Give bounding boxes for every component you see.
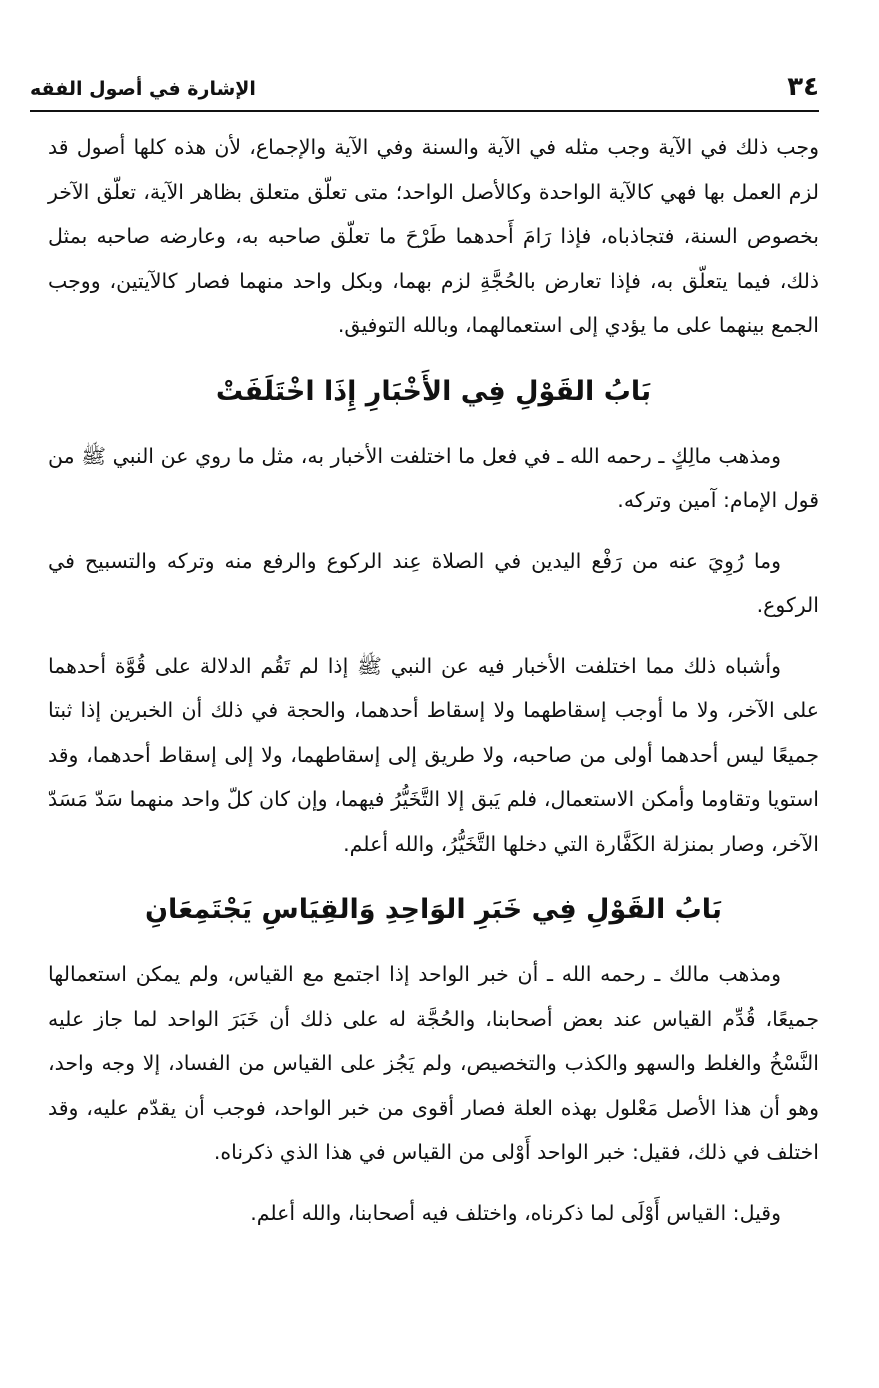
section-heading-1: بَابُ القَوْلِ فِي الأَخْبَارِ إِذَا اخْتَلَفَتْ <box>215 375 652 407</box>
paragraph-1: وجب ذلك في الآية وجب مثله في الآية والسنة وفي الآية والإجماع، لأن هذه كلها أصول قد لزم العمل بها فهي كالآية الواحدة وكالأصل الواحد؛ متى تعلّق متعلق بظاهر الآية، تعلّق الآخر بخصوص السنة، فتجاذباه، فإذا رَامَ أَحدهما طَرْحَ ما تعلّق صاحبه به، وعارضه صاحبه بمثل ذلك، فيما يتعلّق به، فإذا تعارض بالحُجَّةِ لزم بهما، وبكل واحد منهما فصار كالآيتين، ووجب الجمع بينهما على ما يؤدي إلى استعمالهما، وبالله التوفيق. <box>48 135 819 337</box>
paragraph-gap <box>48 628 819 644</box>
page-header <box>30 70 819 112</box>
page-body <box>48 125 819 1235</box>
paragraph-6: وقيل: القياس أَوْلَى لما ذكرناه، واختلف فيه أصحابنا، والله أعلم. <box>250 1200 781 1225</box>
paragraph-5: ومذهب مالك ـ رحمه الله ـ أن خبر الواحد إذا اجتمع مع القياس، ولم يمكن استعمالها جميعًا، قُدِّم القياس عند بعض أصحابنا، والحُجَّة له على ذلك أن خَبَرَ الواحد لما جاز عليه النَّسْخُ والغلط والسهو والكذب والتخصيص، ولم يَجُز على القياس من الفساد، إلا وجه واحد، وهو أن هذا الأصل مَعْلول بهذه العلة فصار أقوى من خبر الواحد، فوجب أن يقدّم عليه، وقد اختلف في ذلك، فقيل: خبر الواحد أَوْلى من القياس في هذا الذي ذكرناه. <box>48 962 819 1164</box>
paragraph-2: ومذهب مالِكٍ ـ رحمه الله ـ في فعل ما اختلفت الأخبار به، مثل ما روي عن النبي ﷺ من قول الإمام: آمين وتركه. <box>48 443 819 512</box>
paragraph-3: وما رُوِيَ عنه من رَفْع اليدين في الصلاة عِند الركوع والرفع منه وتركه والتسبيح في الركوع. <box>48 548 819 617</box>
paragraph-gap <box>48 523 819 539</box>
running-title: الإشارة في أصول الفقه <box>30 78 256 100</box>
paragraph-gap <box>48 1175 819 1191</box>
section-heading-2: بَابُ القَوْلِ فِي خَبَرِ الوَاحِدِ وَالقِيَاسِ يَجْتَمِعَانِ <box>144 894 723 925</box>
paragraph-4: وأشباه ذلك مما اختلفت الأخبار فيه عن النبي ﷺ إذا لم تَقُم الدلالة على قُوَّة أحدهما على الآخر، ولا ما أوجب إسقاطهما ولا إسقاط أحدهما، والحجة في ذلك أن الخبرين إذا ثبتا جميعًا ليس أحدهما أولى من صاحبه، ولا طريق إلى إسقاطهما، ولا إلى إسقاط أحدهما، وقد استويا وتقاوما وأمكن الاستعمال، فلم يَبق إلا التَّخَيُّرُ فيهما، وإن كان كلّ واحد منهما سَدّ مَسَدّ الآخر، وصار بمنزلة الكَفَّارة التي دخلها التَّخَيُّرُ، والله أعلم. <box>48 653 819 856</box>
page-number: ٣٤ <box>787 72 819 102</box>
